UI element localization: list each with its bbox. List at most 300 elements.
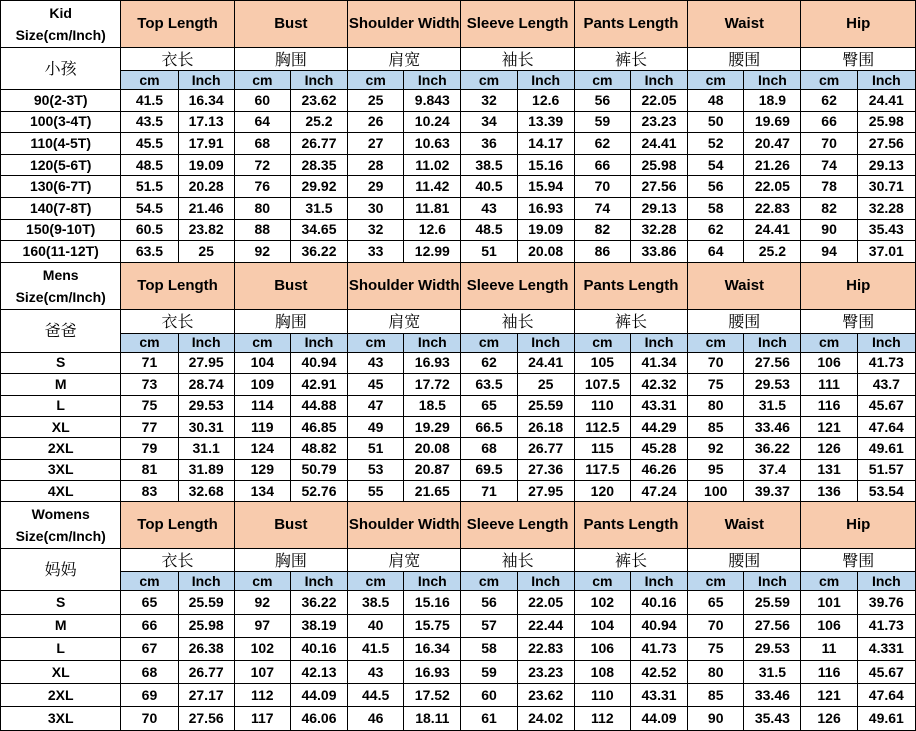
table-row [1,481,916,502]
measurement-value: 24.02 [517,707,574,730]
unit-cm-label: cm [461,572,517,591]
measurement-value: 70 [801,133,857,155]
measurement-value: 43.31 [630,684,687,707]
size-label: 100(3-4T) [1,111,121,133]
table-row [1,684,916,707]
measurement-value: 90 [688,707,744,730]
measurement-value: 120 [574,481,630,502]
measurement-value: 54 [688,154,744,176]
measurement-value: 43.31 [630,395,687,416]
mens-column-header: Pants Length [574,262,687,309]
unit-inch-label: Inch [290,71,347,90]
measurement-value: 36 [461,133,517,155]
measurement-value: 94 [801,241,857,263]
measurement-value: 23.82 [178,219,234,241]
unit-inch-label: Inch [857,572,915,591]
measurement-value: 44.88 [290,395,347,416]
unit-cm-label: cm [461,333,517,352]
measurement-value: 45.5 [121,133,178,155]
measurement-value: 124 [234,438,290,459]
measurement-value: 112.5 [574,416,630,437]
size-label: 3XL [1,459,121,480]
table-row [1,219,916,241]
measurement-value: 95 [688,459,744,480]
measurement-value: 59 [461,661,517,684]
unit-inch-label: Inch [178,71,234,90]
measurement-value: 27.56 [744,352,801,373]
measurement-value: 27.56 [744,614,801,637]
kid-section-title [1,1,121,48]
measurement-value: 110 [574,684,630,707]
mens-cn-column-header: 裤长 [574,309,687,333]
kid-cn-column-header: 腰围 [688,48,801,71]
unit-cm-label: cm [348,333,404,352]
measurement-value: 106 [801,352,857,373]
kid-column-header: Sleeve Length [461,1,574,48]
measurement-value: 31.1 [178,438,234,459]
measurement-value: 33 [348,241,404,263]
measurement-value: 66 [574,154,630,176]
kid-title-line1: Kid [49,5,72,21]
measurement-value: 22.05 [744,176,801,198]
womens-column-header: Bust [234,502,347,549]
measurement-value: 40.94 [630,614,687,637]
measurement-value: 38.5 [348,591,404,614]
measurement-value: 44.29 [630,416,687,437]
measurement-value: 92 [688,438,744,459]
womens-header-row [1,502,916,549]
measurement-value: 134 [234,481,290,502]
measurement-value: 49 [348,416,404,437]
unit-inch-label: Inch [857,333,915,352]
measurement-value: 19.09 [517,219,574,241]
measurement-value: 136 [801,481,857,502]
measurement-value: 11 [801,637,857,660]
kid-column-header: Waist [688,1,801,48]
measurement-value: 46.26 [630,459,687,480]
size-label: 160(11-12T) [1,241,121,263]
measurement-value: 60 [234,90,290,112]
mens-cn-column-header: 袖长 [461,309,574,333]
unit-cm-label: cm [234,71,290,90]
measurement-value: 33.86 [630,241,687,263]
table-row [1,707,916,730]
measurement-value: 40.16 [630,591,687,614]
size-label: 2XL [1,684,121,707]
measurement-value: 82 [801,197,857,219]
unit-cm-label: cm [574,71,630,90]
measurement-value: 64 [688,241,744,263]
measurement-value: 27.95 [178,352,234,373]
table-row [1,459,916,480]
mens-column-header: Shoulder Width [348,262,461,309]
measurement-value: 52.76 [290,481,347,502]
measurement-value: 41.34 [630,352,687,373]
measurement-value: 51.57 [857,459,915,480]
table-row [1,90,916,112]
measurement-value: 111 [801,374,857,395]
measurement-value: 104 [234,352,290,373]
measurement-value: 26.38 [178,637,234,660]
measurement-value: 68 [121,661,178,684]
measurement-value: 23.23 [630,111,687,133]
mens-title-line2: Size(cm/Inch) [15,288,106,305]
mens-cn-label: 爸爸 [1,309,121,352]
kid-column-header: Top Length [121,1,234,48]
size-label: 130(6-7T) [1,176,121,198]
measurement-value: 112 [234,684,290,707]
measurement-value: 31.89 [178,459,234,480]
mens-column-header: Waist [688,262,801,309]
measurement-value: 25.59 [744,591,801,614]
measurement-value: 83 [121,481,178,502]
table-row [1,197,916,219]
unit-cm-label: cm [121,333,178,352]
measurement-value: 24.41 [517,352,574,373]
measurement-value: 22.83 [517,637,574,660]
unit-inch-label: Inch [744,71,801,90]
womens-column-header: Pants Length [574,502,687,549]
kid-unit-row [1,71,916,90]
measurement-value: 48.5 [121,154,178,176]
measurement-value: 29.53 [744,374,801,395]
measurement-value: 107 [234,661,290,684]
womens-cn-column-header: 裤长 [574,549,687,572]
table-row [1,416,916,437]
measurement-value: 86 [574,241,630,263]
womens-cn-label: 妈妈 [1,549,121,591]
mens-cn-column-header: 衣长 [121,309,234,333]
measurement-value: 40 [348,614,404,637]
measurement-value: 66 [121,614,178,637]
measurement-value: 57 [461,614,517,637]
measurement-value: 60.5 [121,219,178,241]
measurement-value: 32.28 [630,219,687,241]
unit-cm-label: cm [121,71,178,90]
measurement-value: 58 [461,637,517,660]
measurement-value: 27 [348,133,404,155]
measurement-value: 67 [121,637,178,660]
measurement-value: 24.41 [630,133,687,155]
measurement-value: 24.41 [857,90,915,112]
measurement-value: 92 [234,591,290,614]
measurement-value: 47.64 [857,684,915,707]
measurement-value: 25.98 [178,614,234,637]
measurement-value: 52 [688,133,744,155]
measurement-value: 14.17 [517,133,574,155]
measurement-value: 43 [461,197,517,219]
measurement-value: 41.73 [857,352,915,373]
measurement-value: 26.77 [290,133,347,155]
measurement-value: 27.17 [178,684,234,707]
measurement-value: 41.73 [857,614,915,637]
unit-cm-label: cm [688,572,744,591]
measurement-value: 29.92 [290,176,347,198]
measurement-value: 11.42 [404,176,461,198]
measurement-value: 18.11 [404,707,461,730]
measurement-value: 65 [688,591,744,614]
table-row [1,176,916,198]
measurement-value: 38.19 [290,614,347,637]
measurement-value: 77 [121,416,178,437]
measurement-value: 9.843 [404,90,461,112]
measurement-value: 47.24 [630,481,687,502]
measurement-value: 45.67 [857,395,915,416]
measurement-value: 29.13 [630,197,687,219]
kid-column-header: Bust [234,1,347,48]
measurement-value: 71 [121,352,178,373]
measurement-value: 20.08 [404,438,461,459]
measurement-value: 25 [517,374,574,395]
measurement-value: 80 [234,197,290,219]
unit-inch-label: Inch [178,333,234,352]
measurement-value: 76 [234,176,290,198]
measurement-value: 29 [348,176,404,198]
measurement-value: 117 [234,707,290,730]
measurement-value: 106 [574,637,630,660]
size-label: 90(2-3T) [1,90,121,112]
measurement-value: 74 [574,197,630,219]
measurement-value: 68 [461,438,517,459]
kid-title-line2: Size(cm/Inch) [15,27,106,43]
measurement-value: 106 [801,614,857,637]
unit-inch-label: Inch [404,333,461,352]
measurement-value: 28.74 [178,374,234,395]
measurement-value: 53.54 [857,481,915,502]
measurement-value: 51.5 [121,176,178,198]
measurement-value: 43.5 [121,111,178,133]
measurement-value: 102 [574,591,630,614]
table-row [1,374,916,395]
kid-column-header: Shoulder Width [348,1,461,48]
measurement-value: 58 [688,197,744,219]
unit-cm-label: cm [574,333,630,352]
measurement-value: 97 [234,614,290,637]
unit-cm-label: cm [688,71,744,90]
measurement-value: 12.6 [517,90,574,112]
measurement-value: 12.99 [404,241,461,263]
measurement-value: 16.93 [517,197,574,219]
size-label: XL [1,416,121,437]
measurement-value: 129 [234,459,290,480]
measurement-value: 42.52 [630,661,687,684]
measurement-value: 69.5 [461,459,517,480]
measurement-value: 17.91 [178,133,234,155]
womens-cn-column-header: 衣长 [121,549,234,572]
mens-title-line1: Mens [42,266,79,283]
measurement-value: 23.62 [290,90,347,112]
womens-cn-column-header: 臀围 [801,549,916,572]
measurement-value: 41.5 [348,637,404,660]
measurement-value: 32.28 [857,197,915,219]
kid-cn-column-header: 袖长 [461,48,574,71]
unit-inch-label: Inch [630,71,687,90]
womens-section-title [1,502,121,549]
measurement-value: 88 [234,219,290,241]
size-label: 140(7-8T) [1,197,121,219]
measurement-value: 107.5 [574,374,630,395]
size-label: S [1,591,121,614]
measurement-value: 11.81 [404,197,461,219]
measurement-value: 47.64 [857,416,915,437]
measurement-value: 108 [574,661,630,684]
table-row [1,133,916,155]
unit-inch-label: Inch [178,572,234,591]
measurement-value: 34 [461,111,517,133]
measurement-value: 25.2 [744,241,801,263]
measurement-value: 116 [801,661,857,684]
measurement-value: 66 [801,111,857,133]
table-row [1,111,916,133]
measurement-value: 19.69 [744,111,801,133]
measurement-value: 17.13 [178,111,234,133]
measurement-value: 109 [234,374,290,395]
womens-title-line1: Womens [31,506,90,523]
measurement-value: 23.23 [517,661,574,684]
measurement-value: 16.93 [404,661,461,684]
measurement-value: 82 [574,219,630,241]
measurement-value: 31.5 [744,395,801,416]
measurement-value: 29.53 [744,637,801,660]
measurement-value: 56 [688,176,744,198]
unit-inch-label: Inch [404,572,461,591]
measurement-value: 35.43 [744,707,801,730]
measurement-value: 70 [574,176,630,198]
measurement-value: 10.24 [404,111,461,133]
table-row [1,352,916,373]
measurement-value: 121 [801,684,857,707]
womens-column-header: Shoulder Width [348,502,461,549]
measurement-value: 26.77 [517,438,574,459]
measurement-value: 18.9 [744,90,801,112]
measurement-value: 110 [574,395,630,416]
measurement-value: 63.5 [461,374,517,395]
unit-inch-label: Inch [630,572,687,591]
measurement-value: 46.06 [290,707,347,730]
measurement-value: 126 [801,438,857,459]
measurement-value: 36.22 [290,241,347,263]
measurement-value: 20.28 [178,176,234,198]
measurement-value: 45.67 [857,661,915,684]
measurement-value: 27.95 [517,481,574,502]
womens-title-line2: Size(cm/Inch) [15,528,106,545]
mens-section-title [1,262,121,309]
measurement-value: 62 [461,352,517,373]
table-row [1,637,916,660]
unit-inch-label: Inch [630,333,687,352]
size-label: 3XL [1,707,121,730]
unit-inch-label: Inch [290,333,347,352]
measurement-value: 49.61 [857,438,915,459]
measurement-value: 62 [801,90,857,112]
measurement-value: 80 [688,661,744,684]
measurement-value: 32 [461,90,517,112]
measurement-value: 105 [574,352,630,373]
measurement-value: 21.26 [744,154,801,176]
measurement-value: 20.08 [517,241,574,263]
measurement-value: 30.31 [178,416,234,437]
measurement-value: 15.75 [404,614,461,637]
womens-cn-column-header: 袖长 [461,549,574,572]
measurement-value: 65 [461,395,517,416]
kid-header-row [1,1,916,48]
measurement-value: 43.7 [857,374,915,395]
measurement-value: 85 [688,684,744,707]
measurement-value: 22.83 [744,197,801,219]
measurement-value: 65 [121,591,178,614]
measurement-value: 4.331 [857,637,915,660]
measurement-value: 15.16 [517,154,574,176]
measurement-value: 46.85 [290,416,347,437]
measurement-value: 80 [688,395,744,416]
measurement-value: 25.98 [630,154,687,176]
measurement-value: 75 [688,374,744,395]
measurement-value: 12.6 [404,219,461,241]
size-label: M [1,614,121,637]
measurement-value: 70 [121,707,178,730]
measurement-value: 114 [234,395,290,416]
measurement-value: 37.4 [744,459,801,480]
size-label: L [1,395,121,416]
kid-cn-column-header: 胸围 [234,48,347,71]
measurement-value: 74 [801,154,857,176]
measurement-value: 51 [348,438,404,459]
measurement-value: 92 [234,241,290,263]
measurement-value: 53 [348,459,404,480]
mens-cn-column-header: 腰围 [688,309,801,333]
measurement-value: 45 [348,374,404,395]
mens-column-header: Top Length [121,262,234,309]
measurement-value: 38.5 [461,154,517,176]
measurement-value: 35.43 [857,219,915,241]
table-row [1,438,916,459]
measurement-value: 32 [348,219,404,241]
womens-unit-row [1,572,916,591]
kid-column-header: Pants Length [574,1,687,48]
measurement-value: 25.59 [517,395,574,416]
measurement-value: 25.2 [290,111,347,133]
measurement-value: 85 [688,416,744,437]
measurement-value: 104 [574,614,630,637]
table-row [1,154,916,176]
measurement-value: 131 [801,459,857,480]
measurement-value: 23.62 [517,684,574,707]
measurement-value: 11.02 [404,154,461,176]
measurement-value: 33.46 [744,416,801,437]
unit-cm-label: cm [801,572,857,591]
unit-cm-label: cm [574,572,630,591]
measurement-value: 21.46 [178,197,234,219]
measurement-value: 60 [461,684,517,707]
measurement-value: 68 [234,133,290,155]
size-label: 110(4-5T) [1,133,121,155]
size-label: M [1,374,121,395]
unit-inch-label: Inch [517,71,574,90]
mens-unit-row [1,333,916,352]
measurement-value: 24.41 [744,219,801,241]
mens-column-header: Bust [234,262,347,309]
measurement-value: 22.44 [517,614,574,637]
measurement-value: 44.5 [348,684,404,707]
size-label: 4XL [1,481,121,502]
measurement-value: 66.5 [461,416,517,437]
measurement-value: 48.82 [290,438,347,459]
measurement-value: 25.98 [857,111,915,133]
womens-cn-column-header: 腰围 [688,549,801,572]
measurement-value: 81 [121,459,178,480]
measurement-value: 40.94 [290,352,347,373]
measurement-value: 48.5 [461,219,517,241]
